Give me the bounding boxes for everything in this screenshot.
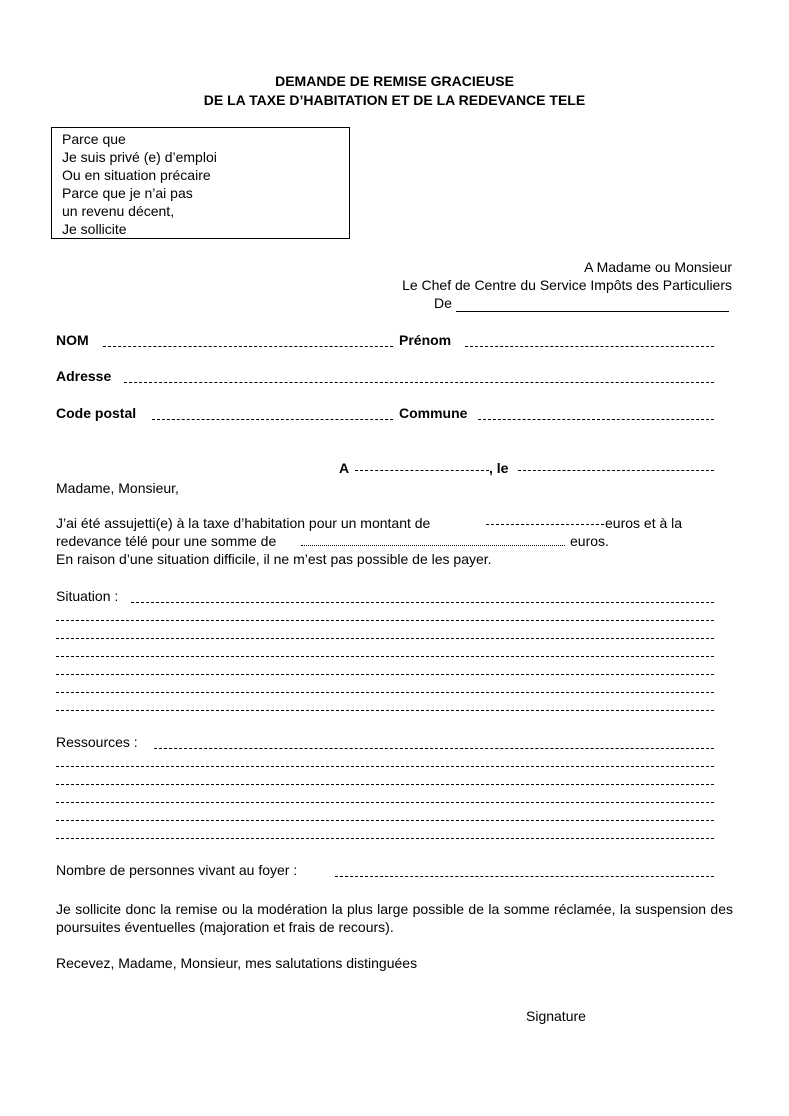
commune-field[interactable] [478, 419, 714, 420]
salutation: Madame, Monsieur, [56, 480, 179, 496]
closing-text: Recevez, Madame, Monsieur, mes salutations distinguées [56, 955, 418, 971]
situation-label: Situation : [56, 588, 119, 604]
situation-line[interactable] [56, 692, 714, 693]
redevance-text-end: euros. [570, 533, 609, 549]
reason-line: Je sollicite [62, 221, 127, 237]
situation-field[interactable] [131, 602, 714, 603]
reason-line: Parce que je n’ai pas [62, 185, 193, 201]
redevance-amount-field[interactable] [301, 545, 565, 546]
ressources-line[interactable] [56, 784, 714, 785]
commune-label: Commune [399, 405, 468, 421]
document-title-line-2: DE LA TAXE D’HABITATION ET DE LA REDEVANCE TELE [203, 92, 586, 108]
ressources-field[interactable] [154, 748, 714, 749]
reason-box [51, 127, 350, 239]
place-field[interactable] [355, 470, 489, 471]
recipient-line-3: De [434, 295, 452, 311]
prenom-field[interactable] [465, 346, 714, 347]
adresse-label: Adresse [56, 368, 112, 384]
nom-label: NOM [56, 332, 89, 348]
ressources-label: Ressources : [56, 734, 138, 750]
redevance-text: redevance télé pour une somme de [56, 533, 277, 549]
document-title-line-1: DEMANDE DE REMISE GRACIEUSE [275, 73, 514, 89]
code-postal-label: Code postal [56, 405, 137, 421]
ressources-line[interactable] [56, 838, 714, 839]
reason-line: Ou en situation précaire [62, 167, 211, 183]
ressources-line[interactable] [56, 802, 714, 803]
date-field[interactable] [518, 470, 714, 471]
amount-tax-text-end: euros et à la [605, 515, 683, 531]
recipient-de-field[interactable] [456, 311, 729, 312]
ressources-line[interactable] [56, 766, 714, 767]
ressources-line[interactable] [56, 820, 714, 821]
tax-amount-field[interactable] [486, 524, 604, 525]
date-label: , le [489, 460, 509, 476]
situation-line[interactable] [56, 656, 714, 657]
recipient-line-2: Le Chef de Centre du Service Impôts des Particuliers [402, 277, 732, 293]
situation-line[interactable] [56, 674, 714, 675]
reason-line: un revenu décent, [62, 203, 175, 219]
place-label: A [339, 460, 350, 476]
code-postal-field[interactable] [152, 419, 393, 420]
request-paragraph: Je sollicite donc la remise ou la modération la plus large possible de la somme réclamée, la suspension des poursuites éventuelles (majoration et frais de recours). [56, 901, 733, 935]
foyer-label: Nombre de personnes vivant au foyer : [56, 862, 298, 878]
foyer-field[interactable] [335, 876, 714, 877]
reason-line: Je suis privé (e) d’emploi [62, 149, 217, 165]
amount-tax-text: J’ai été assujetti(e) à la taxe d’habitation pour un montant de [56, 515, 431, 531]
nom-field[interactable] [103, 346, 393, 347]
difficulty-text: En raison d’une situation difficile, il ne m’est pas possible de les payer. [56, 551, 492, 567]
prenom-label: Prénom [399, 332, 452, 348]
situation-line[interactable] [56, 620, 714, 621]
reason-line: Parce que [62, 131, 126, 147]
situation-line[interactable] [56, 638, 714, 639]
recipient-line-1: A Madame ou Monsieur [584, 259, 732, 275]
situation-line[interactable] [56, 710, 714, 711]
adresse-field[interactable] [124, 382, 714, 383]
signature-label: Signature [526, 1008, 586, 1024]
